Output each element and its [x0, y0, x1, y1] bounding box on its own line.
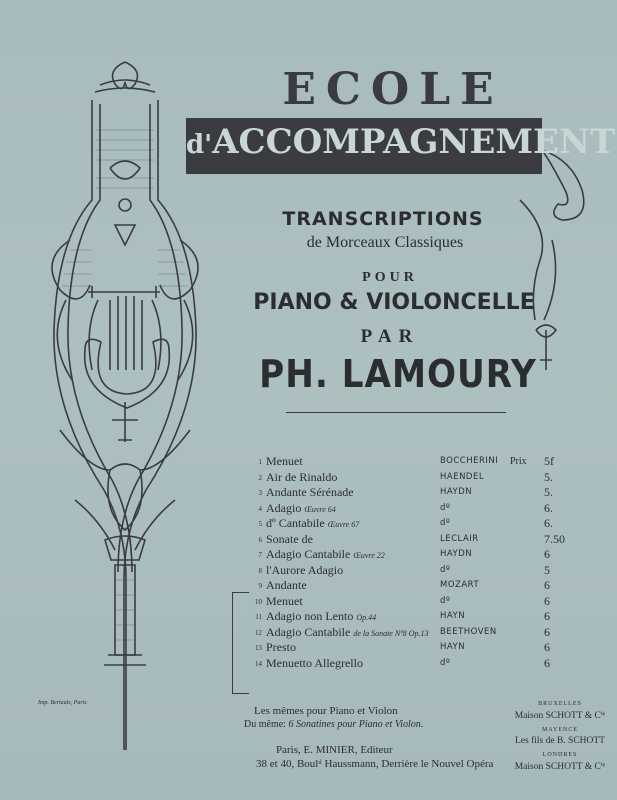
toc-price: 6.	[544, 500, 553, 515]
toc-row	[250, 516, 570, 532]
toc-title	[266, 563, 343, 580]
du-meme-text: 6 Sonatines pour Piano et Violon.	[288, 719, 424, 730]
publisher-mayence: Les fils de B. SCHOTT	[515, 736, 605, 746]
toc-title	[266, 625, 428, 642]
toc-number: 5	[258, 520, 262, 528]
toc-title	[266, 516, 359, 533]
toc-title-text: Menuet	[266, 593, 303, 608]
toc-composer: BEETHOVEN	[440, 626, 497, 637]
toc-title	[266, 656, 363, 673]
toc-opus: de la Sonate Nº8 Op.13	[353, 628, 429, 638]
toc-title-text: dº Cantabile	[266, 516, 325, 530]
toc-number: 2	[258, 473, 262, 482]
toc-number: 4	[258, 504, 262, 513]
toc-row	[250, 625, 570, 641]
toc-row	[250, 640, 570, 656]
toc-number: 9	[258, 582, 262, 590]
toc-opus: Op.44	[356, 613, 377, 622]
toc-composer: dº	[440, 502, 451, 513]
toc-row	[250, 485, 570, 501]
toc-composer: HAYN	[440, 642, 466, 652]
toc-number: 10	[255, 597, 262, 606]
toc-row	[250, 501, 570, 517]
toc-composer: LECLAIR	[440, 533, 479, 544]
toc-number: 7	[258, 551, 262, 559]
toc-price: 5	[544, 562, 550, 577]
toc-title	[266, 578, 307, 595]
toc-title-text: Adagio Cantabile	[266, 624, 351, 639]
toc-row	[250, 454, 570, 470]
instruments: PIANO & VIOLONCELLE	[253, 290, 535, 315]
toc-composer: dº	[440, 564, 451, 575]
toc-title-text: Presto	[266, 640, 296, 654]
toc-row	[250, 470, 570, 486]
toc-row	[250, 578, 570, 594]
author: PH. LAMOURY	[259, 352, 537, 396]
toc-number: 8	[258, 566, 262, 575]
toc-composer: dº	[440, 657, 451, 668]
toc-title-text: Sonate de	[266, 531, 313, 546]
toc-row	[250, 532, 570, 548]
toc-title-text: Andante Sérénade	[266, 485, 354, 499]
bracket-mark	[232, 592, 249, 694]
toc-title	[266, 501, 336, 518]
toc-number: 1	[258, 458, 262, 466]
du-meme-prefix: Du même:	[244, 719, 286, 730]
par-label: PAR	[360, 326, 420, 347]
toc-number: 12	[255, 628, 262, 637]
toc-composer: HAYN	[440, 611, 466, 621]
imprint: Imp. Bertauts, Paris	[38, 700, 87, 706]
toc-title-text: Andante	[266, 578, 307, 592]
title-main: ACCOMPAGNEMENT	[212, 122, 616, 162]
toc-title	[266, 485, 354, 502]
toc-row	[250, 563, 570, 579]
toc-composer: dº	[440, 595, 451, 606]
toc-row	[250, 656, 570, 672]
toc-price: 6	[544, 640, 550, 654]
city-londres: LONDRES	[542, 752, 578, 758]
toc-row	[250, 547, 570, 563]
toc-opus: Œuvre 22	[353, 551, 385, 560]
toc-title	[266, 609, 376, 626]
title-accompagnement	[186, 122, 616, 162]
toc-title-text: Adagio non Lento	[266, 609, 354, 623]
memes-note: Les mêmes pour Piano et Violon	[254, 705, 398, 717]
toc-composer: HAYDN	[440, 487, 473, 497]
toc-title-text: Menuetto Allegrello	[266, 655, 363, 670]
toc-title	[266, 532, 313, 549]
toc-price: 6	[544, 624, 550, 639]
toc-price: 6	[544, 593, 550, 608]
transcriptions-heading: TRANSCRIPTIONS	[282, 208, 484, 230]
du-meme-note	[244, 719, 423, 730]
publisher-paris: Paris, E. MINIER, Editeur	[276, 744, 393, 756]
title-ecole: ECOLE	[282, 64, 504, 115]
toc-title-text: Adagio Cantabile	[266, 547, 351, 561]
prix-label: Prix	[510, 456, 527, 467]
publisher-bruxelles: Maison SCHOTT & Cⁱᵉ	[514, 711, 606, 721]
toc-number: 13	[255, 644, 262, 652]
toc-composer: BOCCHERINI	[440, 456, 499, 466]
toc-price: 6	[544, 578, 550, 592]
city-mayence: MAYENCE	[541, 727, 579, 733]
toc-price: 6	[544, 609, 550, 623]
toc-row	[250, 609, 570, 625]
title-prefix: d'	[186, 130, 213, 160]
toc-title-text: Adagio	[266, 500, 302, 515]
contents-list	[250, 454, 570, 671]
toc-price: 5.	[544, 485, 553, 499]
toc-composer: MOZART	[440, 580, 480, 590]
pour-label: POUR	[362, 270, 418, 285]
toc-title	[266, 594, 303, 611]
toc-opus: Œuvre 67	[327, 520, 360, 529]
city-bruxelles: BRUXELLES	[538, 701, 582, 707]
toc-price: 7.50	[544, 531, 565, 546]
toc-composer: HAENDEL	[440, 471, 485, 482]
publisher-address: 38 et 40, Boulᵈ Haussmann, Derrière le Nouvel Opéra	[256, 758, 494, 770]
toc-opus: Œuvre 64	[304, 504, 336, 514]
toc-title-text: Air de Rinaldo	[266, 469, 338, 484]
toc-title-text: Menuet	[266, 454, 303, 468]
toc-price: 6	[544, 547, 550, 561]
toc-title	[266, 547, 385, 564]
toc-price: 6.	[544, 516, 553, 530]
toc-composer: dº	[440, 518, 451, 528]
author-rule	[286, 412, 506, 413]
subtitle: de Morceaux Classiques	[306, 234, 464, 251]
toc-price: 6	[544, 655, 550, 670]
toc-price: 5f	[544, 454, 554, 468]
toc-number: 3	[258, 489, 262, 497]
toc-number: 14	[255, 659, 262, 668]
toc-title	[266, 470, 337, 487]
toc-number: 6	[258, 535, 262, 544]
toc-price: 5.	[544, 469, 553, 484]
toc-title	[266, 454, 303, 471]
publisher-londres: Maison SCHOTT & Cⁱᵉ	[514, 762, 606, 772]
toc-number: 11	[255, 613, 262, 621]
toc-title	[266, 640, 296, 657]
toc-composer: HAYDN	[440, 549, 473, 559]
toc-title-text: l'Aurore Adagio	[266, 562, 344, 577]
toc-row	[250, 594, 570, 610]
